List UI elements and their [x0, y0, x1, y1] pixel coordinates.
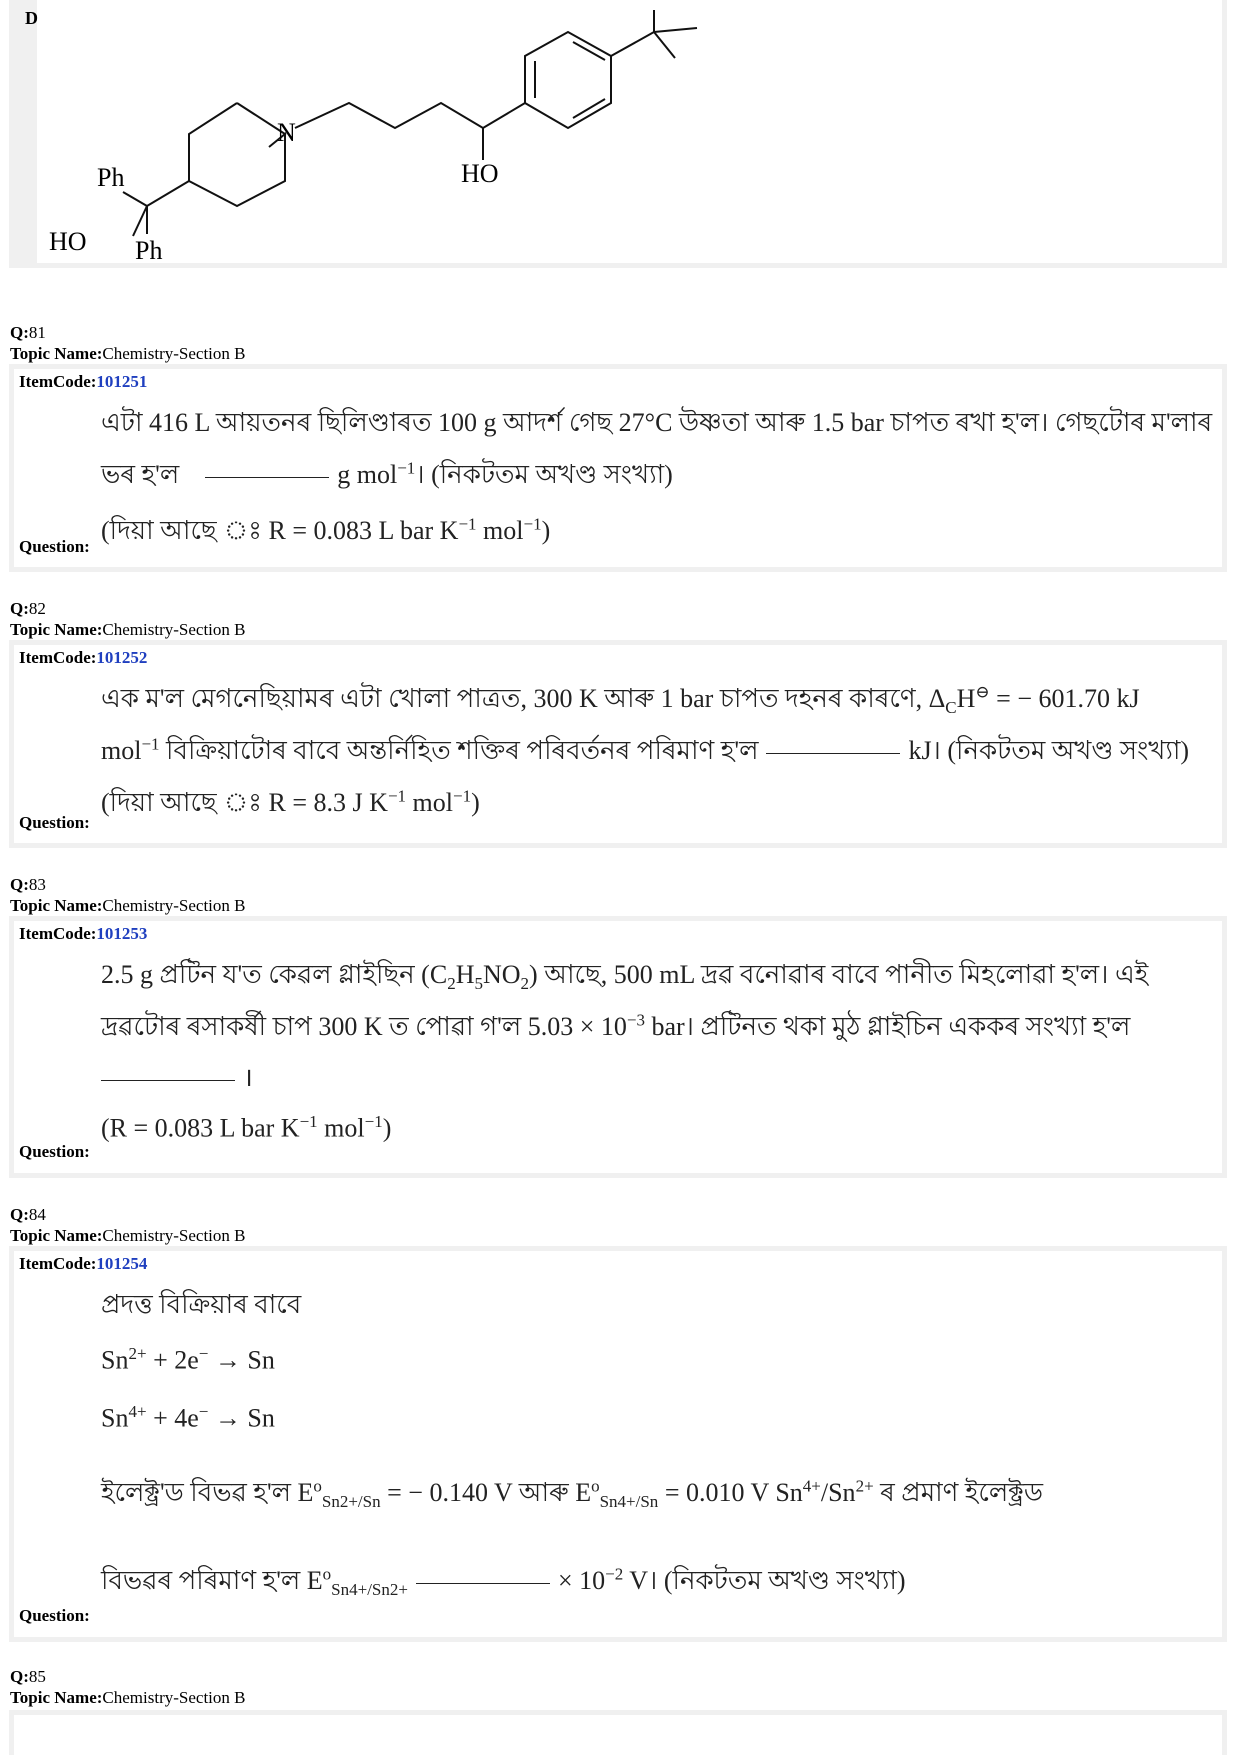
q82-box: ItemCode:101252 এক ম'ল মেগনেছিয়ামৰ এটা খোলা পাত্ৰত, 300 K আৰু 1 bar চাপত দহনৰ কাৰণে, $\Delta_CH^⊖$ = − 601.70 kJ mol$^{-1}$ বিক্ৰিয়াটোৰ বাবে অন্তৰ্নিহিত শক্তিৰ পৰিবৰ্তনৰ পৰিমাণ হ'ল kJ। (নিকটতম অখণ্ড সংখ্যা) (দিয়া আছে ঃ R = 8.3 J $K^{-1}$ mol$^{-1}$) Question:: [9, 640, 1227, 848]
n-atom-label: N: [277, 118, 296, 147]
q85-header: Q:85 Topic Name:Chemistry-Section B: [10, 1667, 246, 1707]
q84-header: Q:84 Topic Name:Chemistry-Section B: [10, 1205, 246, 1245]
ho-ring-label: HO: [49, 227, 87, 256]
q82-header: Q:82 Topic Name:Chemistry-Section B: [10, 599, 246, 639]
molecule-structure: [37, 0, 1217, 262]
q81-header: Q:81 Topic Name:Chemistry-Section B: [10, 323, 246, 363]
q84-itemcode: ItemCode:101254: [19, 1254, 148, 1273]
ph-label-upper: Ph: [97, 163, 125, 192]
q83-itemcode: ItemCode:101253: [19, 924, 148, 943]
q82-question-label: Question:: [19, 813, 90, 832]
option-d-inner: [37, 0, 1222, 263]
q85-box: [9, 1710, 1227, 1755]
ph-label-lower: Ph: [135, 236, 163, 262]
q83-header: Q:83 Topic Name:Chemistry-Section B: [10, 875, 246, 915]
q84-question-label: Question:: [19, 1606, 90, 1625]
option-d-label: D: [25, 8, 38, 28]
q83-question-label: Question:: [19, 1142, 90, 1161]
ho-chain-label: HO: [461, 159, 499, 188]
q83-box: ItemCode:101253 2.5 g প্ৰটিন য'ত কেৱল গ্লাইছিন $(C_2H_5NO_2)$ আছে, 500 mL দ্ৰৱ বনোৱাৰ বাবে পানীত মিহলোৱা হ'ল। এই দ্ৰৱটোৰ ৰসাকৰ্ষী চাপ 300 K ত পোৱা গ'ল $5.03 \times 10^{-3}$ bar। প্ৰটিনত থকা মুঠ গ্লাইচিন এককৰ সংখ্যা হ'ল । (R = 0.083 L bar $K^{-1}$ mol$^{-1}$) Question:: [9, 916, 1227, 1178]
q84-box: ItemCode:101254 প্ৰদত্ত বিক্ৰিয়াৰ বাবে $Sn^{2+} + 2e^- \to Sn$ $Sn^{4+} + 4e^- \to Sn$ ইলেক্ট্ৰ'ড বিভৱ হ'ল $E^o_{Sn2+/Sn}$ = − 0.140 V আৰু $E^o_{Sn4+/Sn} = 0.010$ V $Sn^{4+}/Sn^{2+}$ ৰ প্ৰমাণ ইলেক্ট্ৰড বিভৱৰ পৰিমাণ হ'ল $E^o_{Sn4+/Sn2+} \times 10^{-2}$ V। (নিকটতম অখণ্ড সংখ্যা) Question:: [9, 1246, 1227, 1642]
option-d-box: [9, 0, 1227, 268]
q82-itemcode: ItemCode:101252: [19, 648, 148, 667]
q81-itemcode: ItemCode:101251: [19, 372, 148, 391]
q81-question-label: Question:: [19, 537, 90, 556]
q81-box: ItemCode:101251 এটা 416 L আয়তনৰ ছিলিণ্ডাৰত 100 g আদৰ্শ গেছ 27°C উষ্ণতা আৰু 1.5 bar চাপত ৰখা হ'ল। গেছটোৰ ম'লাৰ ভৰ হ'ল g mol$^{-1}$। (নিকটতম অখণ্ড সংখ্যা) (দিয়া আছে ঃ R = 0.083 L bar $K^{-1}$ mol$^{-1}$) Question:: [9, 364, 1227, 572]
